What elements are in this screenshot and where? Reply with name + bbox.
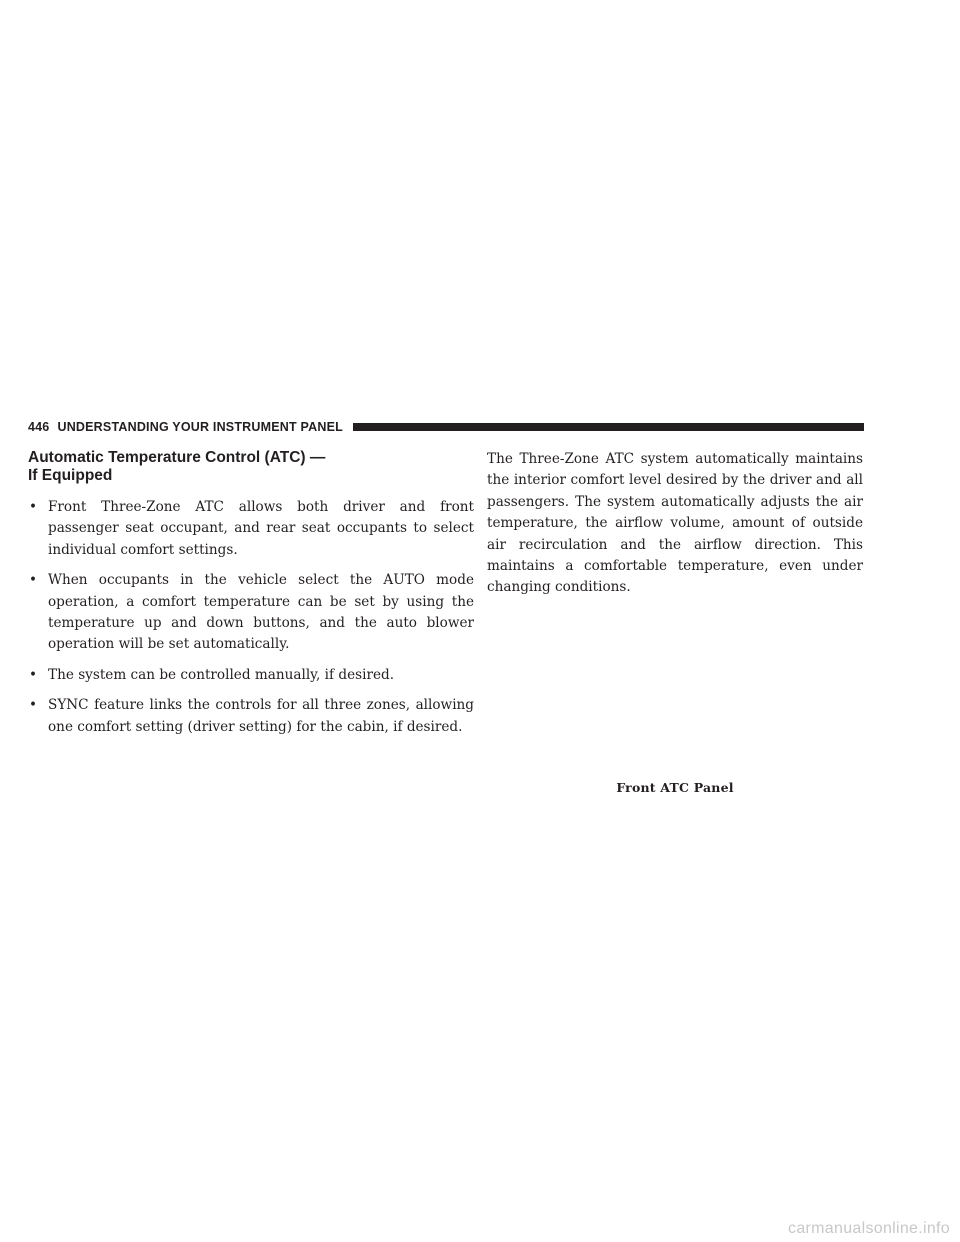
bullet-item [28,665,474,686]
bullet-list [28,497,474,738]
section-heading [28,449,474,485]
body-paragraph: The Three-Zone ATC system automatically maintains the interior comfort level desired by the driver and all passengers. The system automatically adjusts the air temperature, the airflow volume, amount of outside air recirculation and the airflow direction. This maintains a comfortable temperature, even under changing conditions. [487,451,863,596]
bullet-item [28,695,474,738]
bullet-text: The system can be controlled manually, if desired. [48,666,395,683]
bullet-item [28,497,474,561]
section-title: UNDERSTANDING YOUR INSTRUMENT PANEL [57,420,343,434]
bullet-text: Front Three-Zone ATC allows both driver and front passenger seat occupant, and rear seat occupants to select individual comfort settings. [48,499,474,558]
bullet-icon: • [29,697,38,714]
figure-caption: Front ATC Panel [616,780,734,795]
right-column [487,449,863,599]
bullet-icon: • [29,666,38,683]
bullet-text: SYNC feature links the controls for all three zones, allowing one comfort setting (driver setting) for the cabin, if desired. [48,697,474,735]
header-rule [353,423,864,431]
heading-line-1: Automatic Temperature Control (ATC) — [28,449,326,466]
bullet-icon: • [29,499,38,515]
page-number: 446 [28,420,50,434]
heading-line-2: If Equipped [28,467,113,484]
page-header [28,416,864,438]
bullet-item [28,570,474,656]
watermark: carmanualsonline.info [788,1220,950,1237]
left-column [28,449,474,747]
bullet-text: When occupants in the vehicle select the AUTO mode operation, a comfort temperature can be set by using the temperature up and down buttons, and the auto blower operation will be set automatically. [48,572,474,653]
bullet-icon: • [29,572,38,589]
